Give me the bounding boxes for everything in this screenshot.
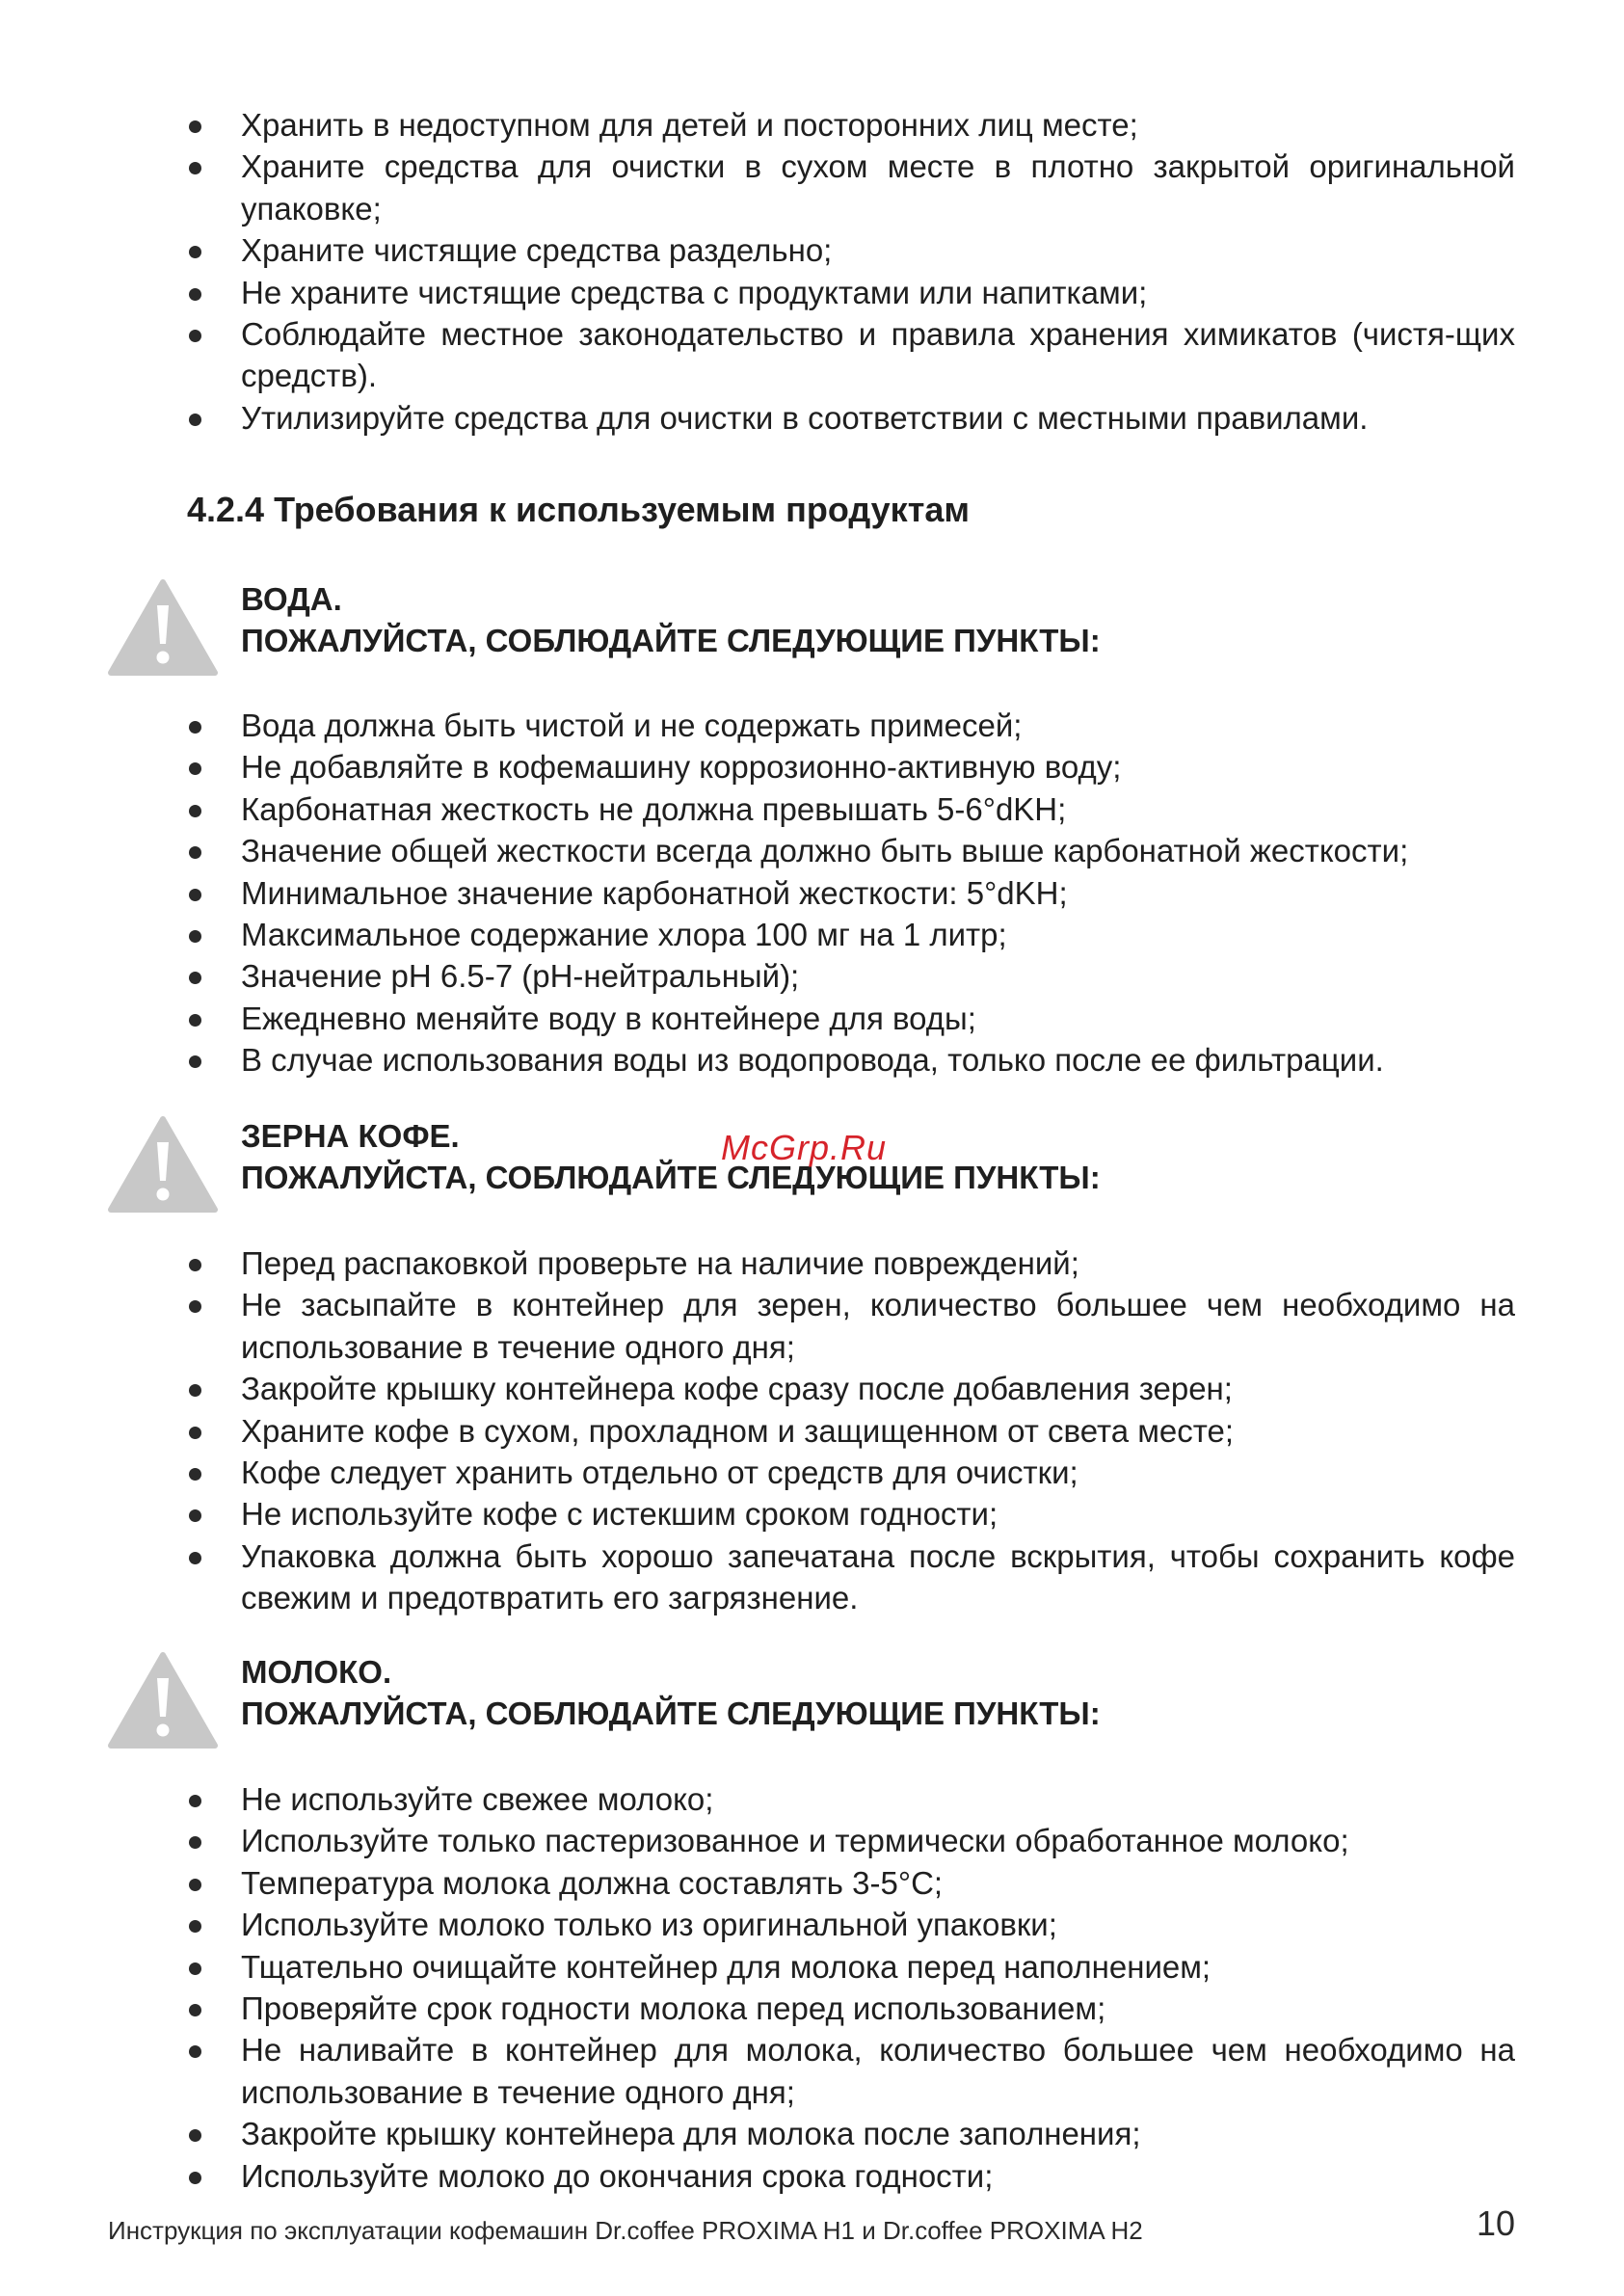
warning-icon xyxy=(108,1115,218,1214)
list-item: Не используйте кофе с истекшим сроком годности; xyxy=(187,1493,1515,1535)
list-item: Тщательно очищайте контейнер для молока перед наполнением; xyxy=(187,1946,1515,1988)
list-item: Минимальное значение карбонатной жесткости: 5°dKH; xyxy=(187,872,1515,914)
coffee-title: ЗЕРНА КОФЕ. xyxy=(241,1118,460,1154)
milk-title: МОЛОКО. xyxy=(241,1654,392,1690)
list-item: Используйте молоко только из оригинальной упаковки; xyxy=(187,1904,1515,1945)
list-item: Не засыпайте в контейнер для зерен, количество большее чем необходимо на использование в течение одного дня; xyxy=(187,1284,1515,1368)
milk-subtitle: ПОЖАЛУЙСТА, СОБЛЮДАЙТЕ СЛЕДУЮЩИЕ ПУНКТЫ: xyxy=(241,1695,1101,1732)
page-number: 10 xyxy=(1476,2203,1515,2243)
watermark[interactable]: McGrp.Ru xyxy=(721,1128,888,1167)
footer-text: Инструкция по эксплуатации кофемашин Dr.coffee PROXIMA H1 и Dr.coffee PROXIMA H2 xyxy=(108,2216,1143,2245)
list-item: Используйте молоко до окончания срока годности; xyxy=(187,2155,1515,2197)
list-item: Значение общей жесткости всегда должно быть выше карбонатной жесткости; xyxy=(187,830,1515,871)
milk-list xyxy=(187,1778,1515,2197)
list-item: Храните чистящие средства раздельно; xyxy=(187,229,1515,271)
list-item: Кофе следует хранить отдельно от средств для очистки; xyxy=(187,1452,1515,1493)
list-item: Храните кофе в сухом, прохладном и защищенном от света месте; xyxy=(187,1410,1515,1452)
warning-icon xyxy=(108,578,218,677)
list-item: Не наливайте в контейнер для молока, количество большее чем необходимо на использование в течение одного дня; xyxy=(187,2029,1515,2113)
list-item: Не добавляйте в кофемашину коррозионно-активную воду; xyxy=(187,746,1515,788)
coffee-subtitle: ПОЖАЛУЙСТА, СОБЛЮДАЙТЕ СЛЕДУЮЩИЕ ПУНКТЫ: xyxy=(241,1160,1101,1196)
warning-icon xyxy=(108,1651,218,1749)
milk-warning xyxy=(108,1651,1554,1757)
list-item: Закройте крышку контейнера для молока после заполнения; xyxy=(187,2113,1515,2154)
list-item: Хранить в недоступном для детей и посторонних лиц месте; xyxy=(187,104,1515,146)
list-item: Температура молока должна составлять 3-5°C; xyxy=(187,1862,1515,1904)
list-item: Проверяйте срок годности молока перед использованием; xyxy=(187,1988,1515,2029)
coffee-list xyxy=(187,1242,1515,1619)
list-item: Максимальное содержание хлора 100 мг на 1 литр; xyxy=(187,914,1515,955)
list-item: Соблюдайте местное законодательство и правила хранения химикатов (чистя-щих средств). xyxy=(187,313,1515,397)
water-list xyxy=(187,705,1515,1081)
water-warning xyxy=(108,578,1554,684)
list-item: Карбонатная жесткость не должна превышать 5-6°dKH; xyxy=(187,788,1515,830)
list-item: Храните средства для очистки в сухом месте в плотно закрытой оригинальной упаковке; xyxy=(187,146,1515,229)
list-item: Не используйте свежее молоко; xyxy=(187,1778,1515,1820)
list-item: Не храните чистящие средства с продуктами или напитками; xyxy=(187,272,1515,313)
list-item: Используйте только пастеризованное и термически обработанное молоко; xyxy=(187,1820,1515,1861)
list-item: Закройте крышку контейнера кофе сразу после добавления зерен; xyxy=(187,1368,1515,1409)
water-subtitle: ПОЖАЛУЙСТА, СОБЛЮДАЙТЕ СЛЕДУЮЩИЕ ПУНКТЫ: xyxy=(241,623,1101,659)
water-title: ВОДА. xyxy=(241,581,342,617)
list-item: Вода должна быть чистой и не содержать примесей; xyxy=(187,705,1515,746)
intro-list xyxy=(187,104,1515,439)
list-item: Ежедневно меняйте воду в контейнере для воды; xyxy=(187,998,1515,1039)
list-item: Утилизируйте средства для очистки в соответствии с местными правилами. xyxy=(187,397,1515,439)
list-item: В случае использования воды из водопровода, только после ее фильтрации. xyxy=(187,1039,1515,1081)
list-item: Перед распаковкой проверьте на наличие повреждений; xyxy=(187,1242,1515,1284)
section-heading: 4.2.4 Требования к используемым продуктам xyxy=(187,490,970,529)
list-item: Значение pH 6.5-7 (pH-нейтральный); xyxy=(187,955,1515,997)
list-item: Упаковка должна быть хорошо запечатана после вскрытия, чтобы сохранить кофе свежим и предотвратить его загрязнение. xyxy=(187,1535,1515,1619)
